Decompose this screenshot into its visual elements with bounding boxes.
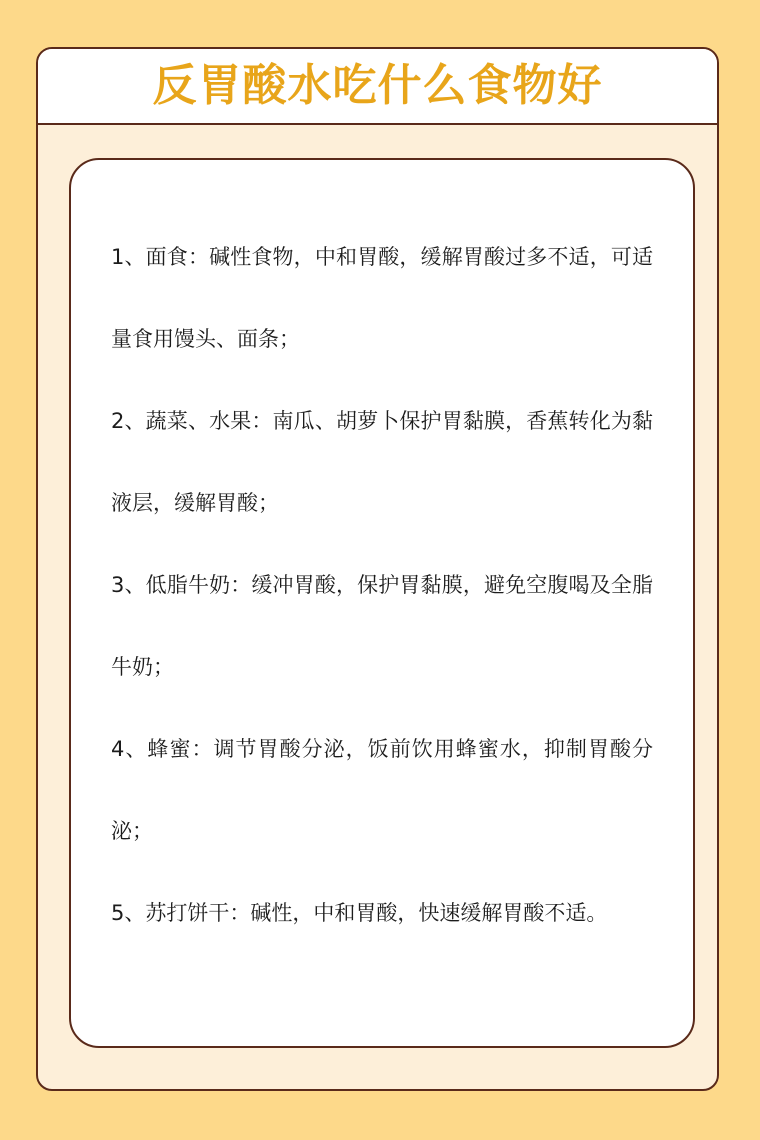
list-item-honey: 4、蜂蜜：调节胃酸分泌，饭前饮用蜂蜜水，抑制胃酸分泌； xyxy=(111,737,653,843)
list-item-soda-crackers: 5、苏打饼干：碱性，中和胃酸，快速缓解胃酸不适。 xyxy=(111,901,608,925)
list-item-vegetables-fruits: 2、蔬菜、水果：南瓜、胡萝卜保护胃黏膜，香蕉转化为黏液层，缓解胃酸； xyxy=(111,409,653,515)
list-item-low-fat-milk: 3、低脂牛奶：缓冲胃酸，保护胃黏膜，避免空腹喝及全脂牛奶； xyxy=(111,573,653,679)
page-title: 反胃酸水吃什么食物好 xyxy=(152,60,603,111)
content-panel xyxy=(69,158,695,1048)
list-item-noodles: 1、面食：碱性食物，中和胃酸，缓解胃酸过多不适，可适量食用馒头、面条； xyxy=(111,245,653,351)
article-card xyxy=(36,47,719,1091)
title-bar xyxy=(38,49,717,125)
